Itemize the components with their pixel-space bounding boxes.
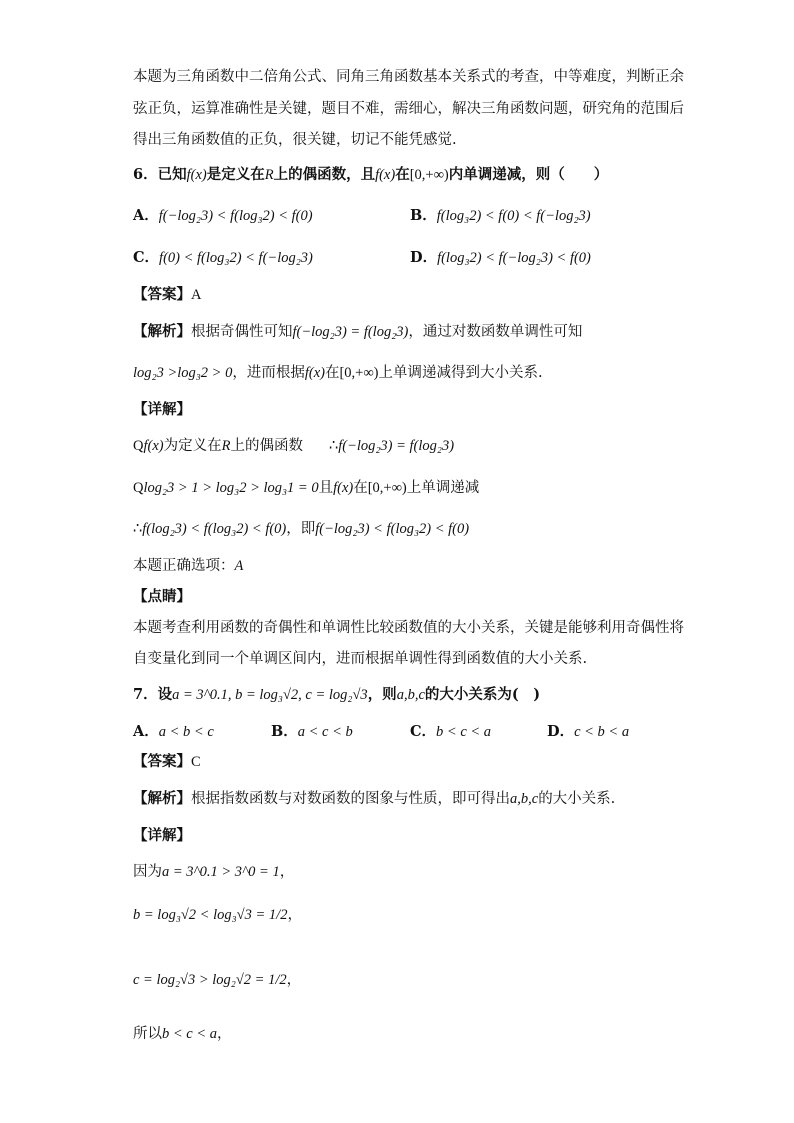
q6-analysis-2: log₂3 >log₃2 > 0，进而根据f(x)在[0,+∞)上单调递减得到大小关系. bbox=[133, 365, 543, 381]
q6-detail-1: Qf(x)为定义在R上的偶函数 ∴f(−log₂3) = f(log₂3) bbox=[133, 438, 455, 454]
q7-detail-1: 因为a = 3^0.1 > 3^0 = 1， bbox=[133, 864, 295, 880]
q7-stem-expr: a = 3^0.1, b = log₃√2, c = log₂√3 bbox=[172, 687, 368, 703]
q6-comment-tag: 【点睛】 bbox=[133, 588, 191, 605]
intro-line-3: 得出三角函数值的正负，很关键，切记不能凭感觉. bbox=[133, 132, 457, 148]
q6-detail-2: Qlog₂3 > 1 > log₃2 > log₃1 = 0且f(x)在[0,+∞)上单调递减 bbox=[133, 480, 480, 496]
q7-option-a: A．a < b < c bbox=[133, 723, 214, 740]
q6-option-a: A．f(−log₂3) < f(log₃2) < f(0) bbox=[133, 207, 313, 224]
q6-comment-1: 本题考查利用函数的奇偶性和单调性比较函数值的大小关系，关键是能够利用奇偶性将 bbox=[133, 620, 684, 636]
q7-option-d: D．c < b < a bbox=[547, 723, 630, 740]
q7-detail-3: c = log₂√3 > log₂√2 = 1/2， bbox=[133, 972, 302, 988]
q7-stem: 7．设a = 3^0.1, b = log₃√2, c = log₂√3，则a,b,c的大小关系为( ) bbox=[133, 686, 541, 703]
q7-detail-2: b = log₃√2 < log₃√3 = 1/2， bbox=[133, 907, 302, 923]
q6-option-b: B．f(log₃2) < f(0) < f(−log₂3) bbox=[410, 207, 591, 224]
q6-option-d: D．f(log₃2) < f(−log₂3) < f(0) bbox=[410, 249, 591, 266]
q6-analysis-1: 【解析】根据奇偶性可知f(−log₂3) = f(log₂3)，通过对数函数单调性可知 bbox=[133, 323, 583, 340]
q6-answer: 【答案】A bbox=[133, 286, 202, 303]
intro-line-2: 弦正负，运算准确性是关键，题目不难，需细心，解决三角函数问题，研究角的范围后 bbox=[133, 101, 684, 117]
q7-number: 7． bbox=[133, 686, 158, 703]
q6-detail-3: ∴f(log₂3) < f(log₃2) < f(0)，即f(−log₂3) < f(log₃2) < f(0) bbox=[133, 521, 470, 537]
q7-detail-4: 所以b < c < a， bbox=[133, 1026, 232, 1042]
q7-detail-tag: 【详解】 bbox=[133, 827, 191, 844]
q7-option-b: B．a < c < b bbox=[271, 723, 353, 740]
q6-detail-tag: 【详解】 bbox=[133, 401, 191, 418]
q7-answer: 【答案】C bbox=[133, 753, 201, 770]
q6-stem: 6．已知f(x)是定义在R上的偶函数，且f(x)在[0,+∞)内单调递减，则（ ） bbox=[133, 166, 609, 183]
q6-comment-2: 自变量化到同一个单调区间内，进而根据单调性得到函数值的大小关系. bbox=[133, 651, 588, 667]
q6-number: 6． bbox=[133, 166, 158, 183]
intro-line-1: 本题为三角函数中二倍角公式、同角三角函数基本关系式的考查，中等难度，判断正余 bbox=[133, 69, 684, 85]
q7-option-c: C．b < c < a bbox=[410, 723, 492, 740]
q6-option-c: C．f(0) < f(log₃2) < f(−log₂3) bbox=[133, 249, 313, 266]
q6-correct-option: 本题正确选项：A bbox=[133, 558, 244, 574]
q7-analysis: 【解析】根据指数函数与对数函数的图象与性质，即可得出a,b,c的大小关系. bbox=[133, 790, 616, 807]
